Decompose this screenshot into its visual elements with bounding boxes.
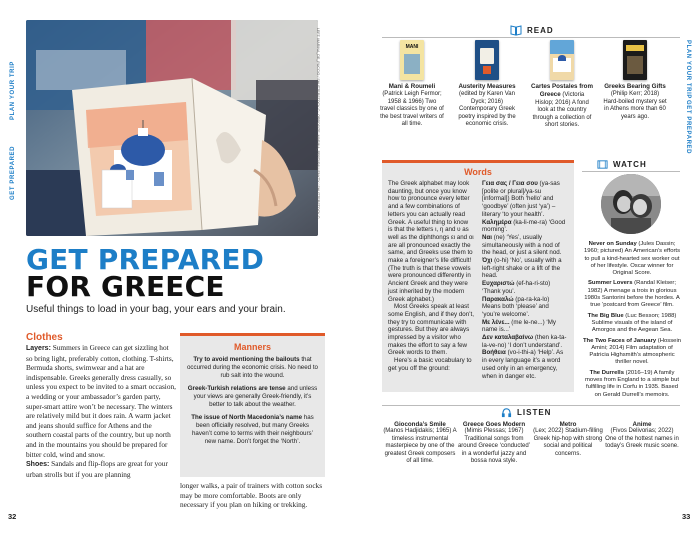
read-heading — [510, 24, 554, 36]
left-side-tab — [0, 0, 8, 539]
book-cover — [400, 40, 424, 80]
clothes-text — [26, 343, 176, 479]
sketchbook-illustration — [26, 20, 318, 236]
right-tab-label-primary: PLAN YOUR TRIP — [685, 40, 691, 99]
read-heading-label: READ — [527, 25, 554, 35]
vocab-term: Δεν καταλαβαίνω — [482, 334, 534, 342]
manners-tip-bold: The issue of North Macedonia’s name — [191, 414, 303, 421]
left-tab-label-secondary: GET PREPARED — [10, 145, 16, 200]
book-desc-text: (Patrick Leigh Fermor; 1958 & 1966) Two travel classics by one of the best travel writers of all time. — [380, 91, 444, 128]
watch-item-title: Summer Lovers — [587, 280, 633, 287]
watch-item-title: The Two Faces of January — [582, 337, 657, 344]
listen-divider — [382, 405, 680, 406]
vocab-term: Παρακαλώ — [482, 295, 514, 303]
right-tab-label-secondary: GET PREPARED — [685, 100, 691, 155]
words-title: Words — [464, 167, 492, 177]
book-desc — [603, 83, 667, 121]
book-title: Cartes Postales from Greece — [531, 83, 593, 99]
watch-heading-label: WATCH — [613, 160, 647, 169]
vocab-gloss: (o-hi) ‘No’, usually with a left-right shake or a lift of the head. — [482, 257, 562, 280]
book-title: Mani & Roumeli — [388, 83, 436, 90]
manners-tip — [186, 356, 319, 380]
clothes-heading: Clothes — [26, 332, 63, 343]
vocab-term: Ναι — [482, 233, 492, 241]
book-title: Austerity Measures — [458, 83, 516, 90]
clothes-continued-text: longer walks, a pair of trainers with cotton socks may be more comfortable. Boots are only necessary if you plan on hiking or trekking. — [180, 481, 323, 510]
book-item — [603, 40, 667, 121]
film-icon — [597, 159, 608, 170]
watch-heading — [597, 159, 647, 170]
vocab-entry — [482, 334, 568, 349]
layers-label: Layers: — [26, 345, 51, 352]
page-number-left: 32 — [8, 512, 17, 521]
manners-tip-text: and unless your views are generally Greek-friendly, it’s better to talk about the weather. — [193, 385, 318, 408]
watch-divider — [582, 171, 680, 172]
vocab-entry — [482, 280, 568, 295]
watch-item-desc: (Hossein Amini; 2014) Film adaptation of Patricia Highsmith’s atmospheric thriller novel. — [589, 337, 682, 366]
book-cover — [550, 40, 574, 80]
words-intro-paragraph: Most Greeks speak at least some English, and if they don’t, they try to communicate with gestures. But they are always impressed by a visitor who makes the effort to say a few Greek words to them. — [388, 303, 474, 357]
film-still-photo — [601, 174, 661, 234]
book-cover-text: MANI — [405, 44, 419, 50]
vocab-gloss: (vo-i-thi-a) ‘Help’. As in every language it’s a word used only in an emergency, when in danger etc. — [482, 349, 564, 380]
watch-item-title: The Big Blue — [587, 312, 624, 319]
left-tab-label-primary: PLAN YOUR TRIP — [10, 61, 16, 120]
vocab-gloss: (ya-sas [polite or plural]/ya-su [informal]) Both ‘hello’ and ‘goodbye’ (often just ‘ya’) – literary ‘to your health’. — [482, 180, 560, 218]
right-side-tab — [692, 0, 700, 539]
book-cover — [623, 40, 647, 80]
manners-box — [180, 333, 325, 477]
album-item — [456, 421, 532, 465]
page-title — [26, 243, 326, 303]
words-intro-column — [388, 180, 474, 380]
album-item — [604, 421, 680, 451]
manners-tip — [186, 385, 319, 409]
shoes-label: Shoes: — [26, 461, 50, 469]
book-desc-text: (edited by Karen Van Dyck; 2016) Contemporary Greek poetry inspired by the economic crisis. — [458, 91, 516, 128]
watch-item — [582, 241, 682, 277]
book-desc — [380, 83, 444, 128]
headphones-icon — [501, 407, 512, 418]
listen-heading-label: LISTEN — [517, 408, 552, 417]
page-title-line-2: FOR GREECE — [26, 270, 225, 303]
vocab-entry — [482, 296, 568, 319]
layers-text: Summers in Greece can get sizzling hot so bring light, preferably cotton, clothing. T-shirts, Bermuda shorts, swimwear and a hat are indispensable. Greeks generally dress casually, so unless you expect to be invited to a smart occasion, a wedding or your ambassador’s garden party, super-smart attire won’t be necessary. The winters are relatively mild but it does rain. A warm jacket and jeans should suffice for Athens and the southern coastal parts of the country, but up north and in the mountains you should be prepared for bitter cold, wind and snow. — [26, 343, 176, 459]
vocab-entry — [482, 234, 568, 257]
watch-item-desc: (Luc Besson; 1988) Sublime visuals of the island of Amorgos and the Aegean Sea. — [591, 312, 677, 334]
vocab-entry — [482, 257, 568, 280]
watch-item-desc: (2016–19) A family moves from England to a simple but fulfilling life in Corfu in 1935. Based on Gerald Durrell’s memoirs. — [585, 369, 679, 398]
album-title: Greece Goes Modern — [462, 421, 526, 428]
manners-title: Manners — [233, 342, 271, 352]
vocab-term: Γεια σας / Γεια σου — [482, 180, 538, 187]
vocab-gloss: (me le-ne...) ‘My name is...’ — [482, 318, 556, 334]
watch-item — [582, 370, 682, 399]
album-title: Gioconda’s Smile — [394, 421, 446, 428]
vocab-gloss: (ef-ha-ri-sto) ‘Thank you’. — [482, 280, 551, 295]
book-item — [455, 40, 519, 128]
album-title: Metro — [559, 421, 577, 428]
album-desc: (Mimis Plessas; 1967) Traditional songs from around Greece ‘conducted’ in a wonderful jazzy and bossa nova style. — [457, 428, 531, 465]
album-desc: (Manos Hadjidakis; 1965) A timeless instrumental masterpiece by one of the greatest Greek composers of all time. — [383, 428, 457, 465]
book-item — [530, 40, 594, 129]
listen-heading — [501, 407, 551, 418]
watch-list — [582, 241, 682, 402]
manners-tip-text: has been officially resolved, but many Greeks haven’t come to terms with their neighbours’ new name. Don’t forget the ‘North’. — [191, 414, 314, 445]
photo-credit: LEFT: MARINA_DE_PUCCIO / SHUTTERSTOCK © ; OPPOSITE: MARINA_PERTI/FALLENKTY / SHUTTERSTOCK © — [316, 28, 320, 219]
page-subtitle: Useful things to load in your bag, your ears and your brain. — [26, 304, 286, 315]
vocab-entry — [482, 349, 568, 380]
album-item — [382, 421, 458, 465]
vocab-term: Ευχαριστώ — [482, 280, 515, 288]
watch-item — [582, 338, 682, 367]
manners-tip-bold: Try to avoid mentioning the bailouts — [193, 356, 300, 363]
watch-item-title: The Durrells — [589, 369, 624, 376]
watch-item-desc: (Jules Dassin; 1960; pictured) An American’s efforts to pull a kind-hearted sex worker out of her lifestyle. Oscar winner for Original Score. — [583, 241, 681, 277]
book-desc-text: (Philip Kerr; 2018) Hard-boiled mystery set in Athens more than 60 years ago. — [603, 91, 667, 120]
manners-tip-bold: Greek-Turkish relations are tense — [187, 385, 286, 392]
book-item — [380, 40, 444, 128]
album-desc: (Fivos Delivorias; 2022) One of the hottest names in today’s Greek music scene. — [605, 428, 679, 450]
shoes-text: Sandals and flip-flops are great for your urban strolls but if you are planning — [26, 459, 168, 479]
read-divider — [382, 37, 680, 38]
vocab-term: Καλημέρα — [482, 218, 512, 226]
words-box — [382, 160, 574, 392]
page-title-line-1: GET PREPARED — [26, 243, 265, 276]
vocab-gloss: (ka-li-me-ra) ‘Good morning’. — [482, 218, 566, 234]
vocab-term: Βοήθεια — [482, 349, 506, 357]
words-intro-paragraph: Here’s a basic vocabulary to get you off the ground: — [388, 357, 472, 372]
book-desc — [530, 83, 594, 129]
watch-item-desc: (Randal Kleiser; 1982) A menage a trois in glorious 1980s Santorini before the hordes. A true ‘postcard from Greece’ film. — [584, 280, 680, 309]
words-intro-paragraph: The Greek alphabet may look daunting, but once you know how to pronounce every letter and a few combinations of letters you can actually read Greek. A useful thing to know is that the letters ι, η and υ as well as the diphthongs ει and οι are all pronounced exactly the same, and Greeks use them to make a foreigner’s life difficult! (The truth is that these vowels were pronounced differently in Ancient Greek and they were just inherited by the modern Greek alphabet.) — [388, 180, 474, 303]
book-title: Greeks Bearing Gifts — [604, 83, 666, 90]
watch-item-title: Never on Sunday — [588, 241, 637, 247]
vocab-gloss: (then ka-ta-la-ve-no) ‘I don’t understand’. — [482, 334, 567, 349]
words-vocab-column — [482, 180, 568, 380]
vocab-entry — [482, 180, 568, 219]
manners-tip-text: that occurred during the economic crisis. No need to rub salt into the wound. — [186, 356, 319, 379]
album-title: Anime — [632, 421, 652, 428]
manners-tip — [186, 414, 319, 446]
watch-item — [582, 280, 682, 309]
book-icon — [510, 24, 522, 36]
page-number-right: 33 — [682, 512, 691, 521]
album-desc: (Lex; 2022) Stadium-filling Greek hip-hop with strong social and political concerns. — [533, 428, 603, 457]
vocab-entry — [482, 319, 568, 334]
vocab-term: Όχι — [482, 257, 493, 265]
vocab-term: Με λένε... — [482, 318, 510, 326]
vocab-gloss: (pa-ra-ka-lo) Means both ‘please’ and ‘you’re welcome’. — [482, 295, 550, 318]
book-cover — [475, 40, 499, 80]
film-still-illustration — [601, 174, 661, 234]
vocab-entry — [482, 219, 568, 234]
album-item — [530, 421, 606, 458]
watch-item — [582, 313, 682, 335]
hero-photo — [26, 20, 318, 236]
book-desc — [455, 83, 519, 128]
vocab-gloss: (ne) ‘Yes’, usually simultaneously with a nod of the head, or just a silent nod. — [482, 233, 562, 257]
book-desc-text: (Victoria Hislop; 2016) A fond look at the country through a collection of short stories. — [532, 92, 592, 129]
